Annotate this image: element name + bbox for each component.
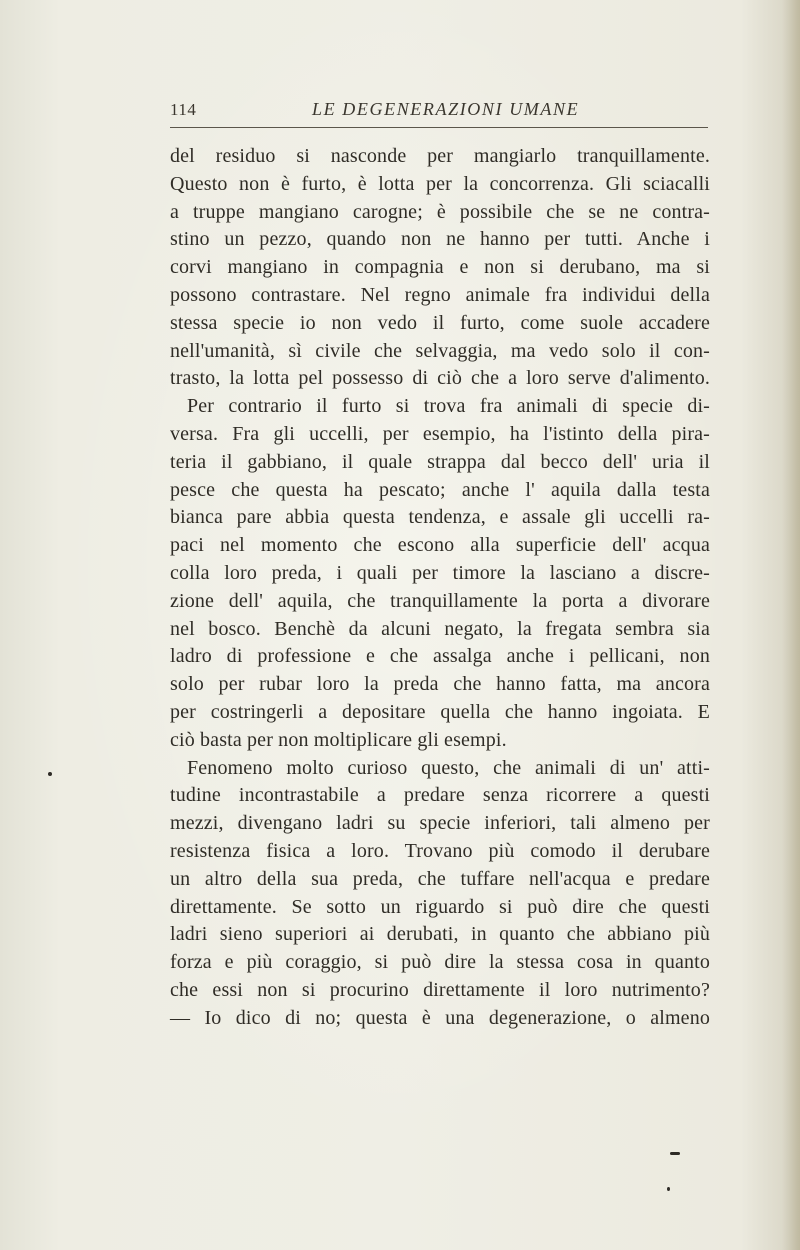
text-line: ladri sieno superiori ai derubati, in quanto che abbiano più [170, 923, 710, 946]
text-line: stino un pezzo, quando non ne hanno per tutti. Anche i [170, 228, 710, 251]
text-line: Fenomeno molto curioso questo, che animali di un' atti- [187, 756, 710, 779]
body-text [170, 143, 710, 1033]
header-rule [170, 127, 708, 128]
text-line: possono contrastare. Nel regno animale fra individui della [170, 283, 710, 306]
running-head: LE DEGENERAZIONI UMANE [312, 99, 580, 119]
text-line: bianca pare abbia questa tendenza, e assale gli uccelli ra- [170, 506, 710, 529]
text-line: forza e più coraggio, si può dire la stessa cosa in quanto [170, 951, 710, 974]
text-line: zione dell' aquila, che tranquillamente la porta a divorare [170, 589, 710, 612]
text-line: pesce che questa ha pescato; anche l' aquila dalla testa [170, 478, 710, 501]
text-line: che essi non si procurino direttamente il loro nutrimento? [170, 978, 710, 1001]
ink-speck [667, 1187, 670, 1191]
ink-speck [48, 772, 52, 776]
text-line: trasto, la lotta pel possesso di ciò che a loro serve d'alimento. [170, 367, 710, 390]
text-line: nel bosco. Benchè da alcuni negato, la fregata sembra sia [170, 617, 710, 640]
text-line: ladro di professione e che assalga anche i pellicani, non [170, 645, 710, 668]
text-line: per costringerli a depositare quella che hanno ingoiata. E [170, 700, 710, 723]
text-line: mezzi, divengano ladri su specie inferiori, tali almeno per [170, 812, 710, 835]
text-line: resistenza fisica a loro. Trovano più comodo il derubare [170, 839, 710, 862]
text-line: — Io dico di no; questa è una degenerazione, o almeno [170, 1006, 710, 1029]
text-line: un altro della sua preda, che tuffare nell'acqua e predare [170, 867, 710, 890]
text-line: a truppe mangiano carogne; è possibile che se ne contra- [170, 200, 710, 223]
text-line: tudine incontrastabile a predare senza ricorrere a questi [170, 784, 710, 807]
page-edge-stain [782, 0, 800, 1250]
text-line: solo per rubar loro la preda che hanno fatta, ma ancora [170, 673, 710, 696]
text-line: Questo non è furto, è lotta per la concorrenza. Gli sciacalli [170, 172, 710, 195]
text-line: teria il gabbiano, il quale strappa dal becco dell' uria il [170, 450, 710, 473]
text-line: ciò basta per non moltiplicare gli esempi. [170, 728, 507, 751]
text-line: nell'umanità, sì civile che selvaggia, ma vedo solo il con- [170, 339, 710, 362]
text-line: corvi mangiano in compagnia e non si derubano, ma si [170, 256, 710, 279]
text-line: paci nel momento che escono alla superficie dell' acqua [170, 534, 710, 557]
text-line: colla loro preda, i quali per timore la lasciano a discre- [170, 561, 710, 584]
text-line: Per contrario il furto si trova fra animali di specie di- [187, 395, 710, 418]
text-line: direttamente. Se sotto un riguardo si può dire che questi [170, 895, 710, 918]
ink-speck [670, 1152, 680, 1155]
text-line: del residuo si nasconde per mangiarlo tranquillamente. [170, 145, 710, 167]
text-line: versa. Fra gli uccelli, per esempio, ha l'istinto della pira- [170, 422, 710, 445]
page-header [170, 96, 708, 126]
text-line: stessa specie io non vedo il furto, come suole accadere [170, 311, 710, 334]
page-number: 114 [170, 100, 197, 119]
